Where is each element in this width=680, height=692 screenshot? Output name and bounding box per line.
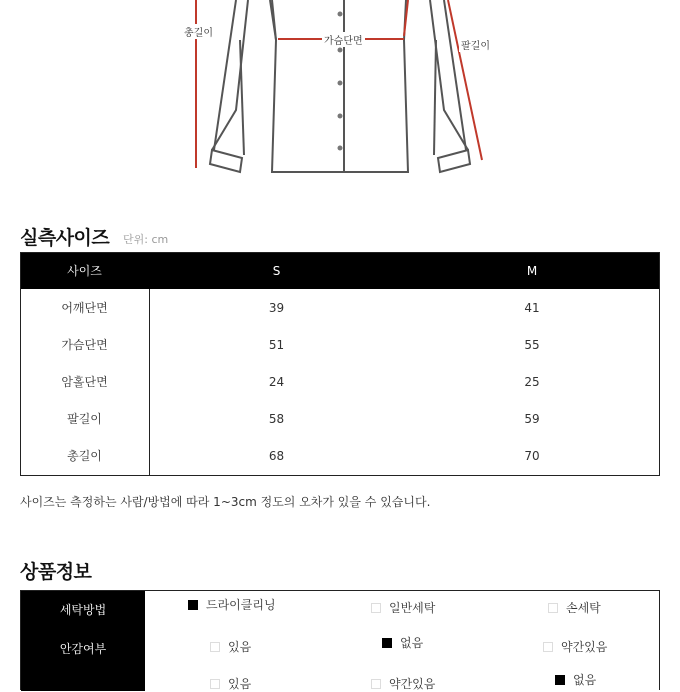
option-label: 일반세탁 bbox=[389, 601, 436, 615]
option-lining-some[interactable] bbox=[543, 638, 607, 655]
chest-label: 가슴단면 bbox=[322, 32, 365, 47]
option-label: 있음 bbox=[228, 640, 252, 654]
shirt-illustration bbox=[0, 0, 680, 190]
size-note: 사이즈는 측정하는 사람/방법에 따라 1~3cm 정도의 오차가 있을 수 있습니다. bbox=[20, 495, 431, 509]
total-length-label: 총길이 bbox=[182, 24, 215, 39]
checked-box-icon bbox=[555, 675, 565, 685]
row-label-wash: 세탁방법 bbox=[59, 603, 107, 617]
value-s: 24 bbox=[268, 374, 285, 389]
option-label: 없음 bbox=[400, 636, 424, 650]
option-label: 손세탁 bbox=[566, 601, 601, 615]
option-lining-no[interactable] bbox=[382, 634, 423, 651]
header-m: M bbox=[404, 252, 660, 289]
checked-box-icon bbox=[188, 600, 198, 610]
row-label: 가슴단면 bbox=[61, 338, 108, 352]
unchecked-box-icon bbox=[210, 642, 220, 652]
option-row3-no[interactable] bbox=[555, 671, 596, 688]
row-label: 팔길이 bbox=[67, 412, 102, 426]
unit-label: 단위: cm bbox=[123, 233, 169, 246]
value-m: 70 bbox=[524, 448, 540, 463]
row-label-lining: 안감여부 bbox=[59, 642, 107, 656]
option-lining-yes[interactable] bbox=[210, 638, 251, 655]
option-row3-yes[interactable] bbox=[210, 675, 251, 692]
unchecked-box-icon bbox=[371, 603, 381, 613]
info-section-title: 상품정보 bbox=[20, 561, 92, 583]
row-label: 어깨단면 bbox=[61, 301, 108, 315]
value-m: 59 bbox=[524, 411, 540, 426]
header-s: S bbox=[149, 252, 404, 289]
value-s: 51 bbox=[268, 337, 285, 352]
value-s: 58 bbox=[268, 411, 285, 426]
table-row bbox=[20, 363, 660, 400]
size-table-header bbox=[20, 252, 660, 289]
option-label: 약간있음 bbox=[389, 677, 436, 691]
value-m: 41 bbox=[524, 300, 540, 315]
header-size: 사이즈 bbox=[20, 252, 149, 289]
size-table-divider bbox=[149, 289, 150, 476]
product-info-table bbox=[20, 590, 660, 690]
garment-measurement-diagram bbox=[0, 0, 680, 190]
table-row bbox=[20, 289, 660, 326]
option-label: 있음 bbox=[228, 677, 252, 691]
option-normal-wash[interactable] bbox=[371, 599, 435, 616]
value-s: 68 bbox=[268, 448, 285, 463]
option-label: 없음 bbox=[573, 673, 597, 687]
row-label: 암홀단면 bbox=[61, 375, 108, 389]
value-m: 25 bbox=[524, 374, 540, 389]
unchecked-box-icon bbox=[371, 679, 381, 689]
size-table bbox=[20, 252, 660, 474]
checked-box-icon bbox=[382, 638, 392, 648]
value-s: 39 bbox=[268, 300, 285, 315]
sleeve-label: 팔길이 bbox=[459, 37, 492, 52]
option-label: 약간있음 bbox=[561, 640, 608, 654]
size-section-title: 실측사이즈 bbox=[20, 227, 110, 249]
unchecked-box-icon bbox=[548, 603, 558, 613]
unchecked-box-icon bbox=[210, 679, 220, 689]
option-hand-wash[interactable] bbox=[548, 599, 601, 616]
table-row bbox=[20, 437, 660, 474]
unchecked-box-icon bbox=[543, 642, 553, 652]
option-dry-clean[interactable] bbox=[188, 596, 276, 613]
value-m: 55 bbox=[524, 337, 540, 352]
option-row3-some[interactable] bbox=[371, 675, 435, 692]
row-label: 총길이 bbox=[67, 449, 102, 463]
option-label: 드라이클리닝 bbox=[206, 598, 276, 612]
table-row bbox=[20, 400, 660, 437]
table-row bbox=[20, 326, 660, 363]
